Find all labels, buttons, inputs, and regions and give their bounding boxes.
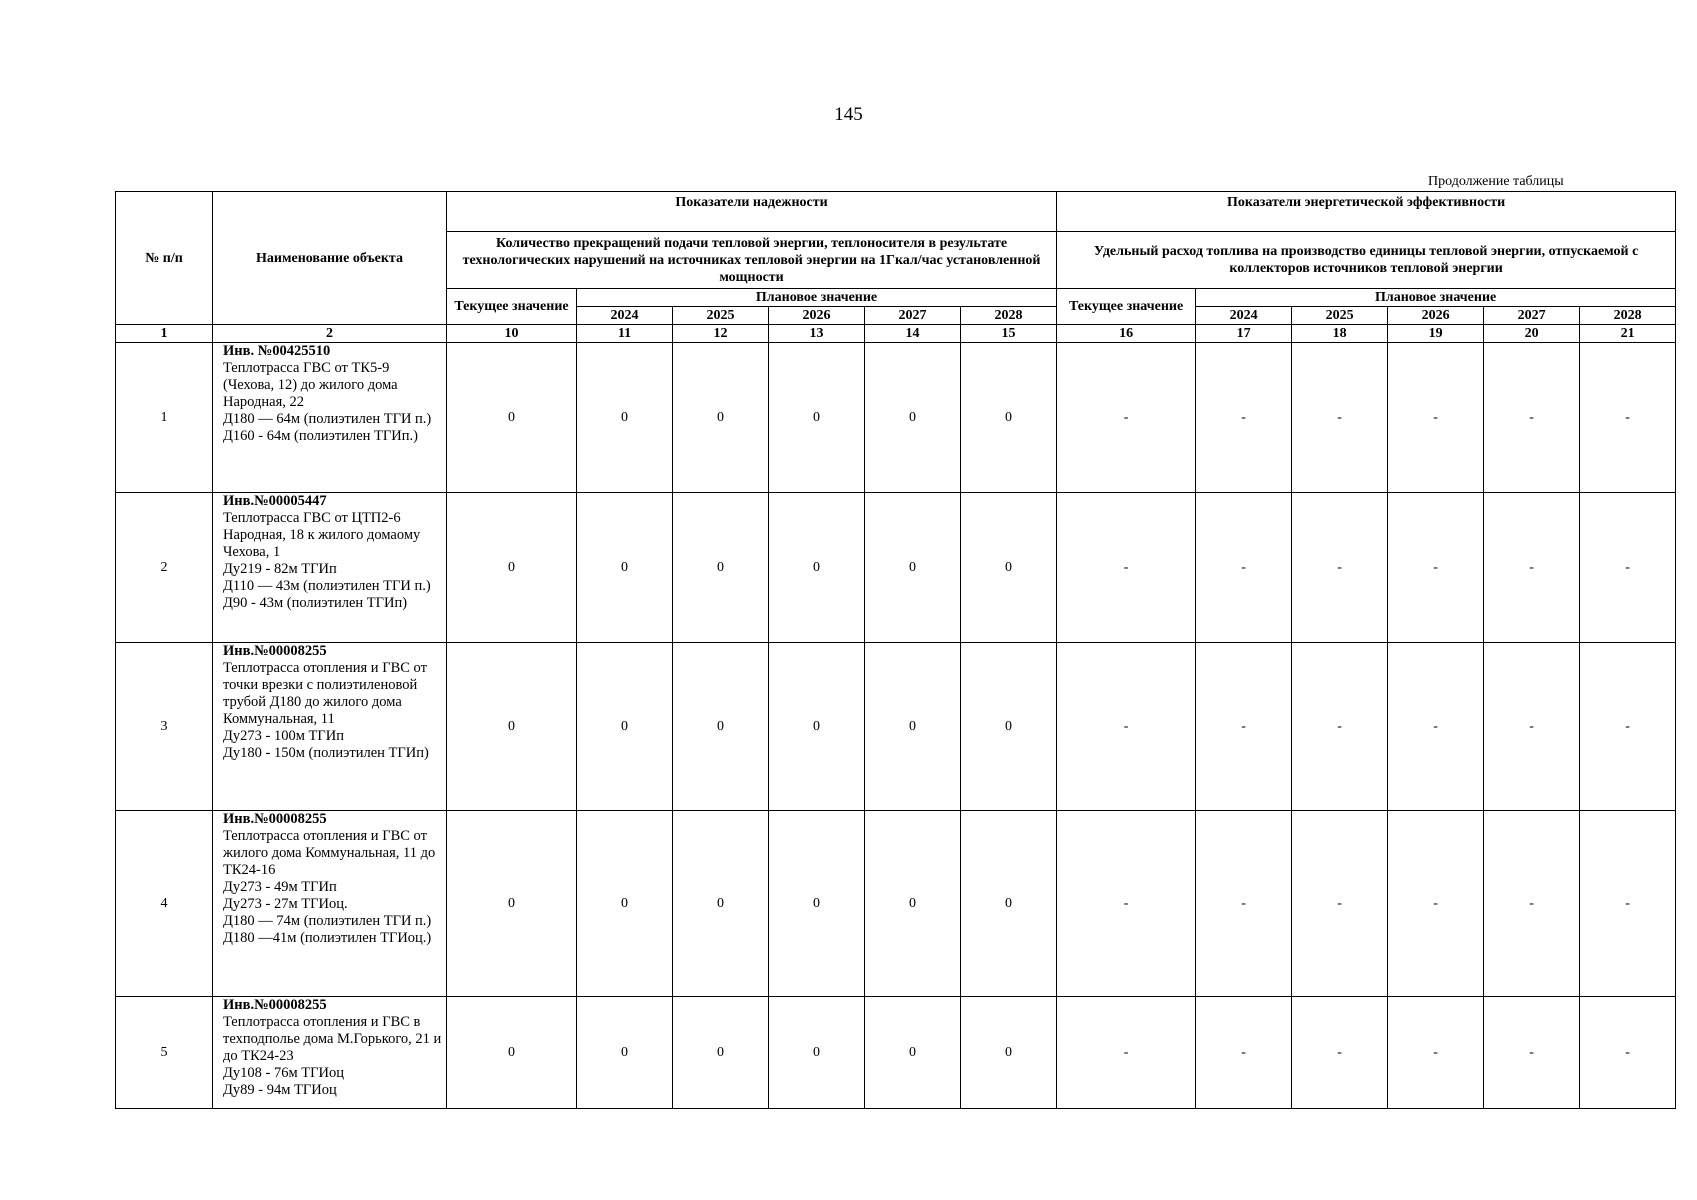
- table-body: [116, 343, 1676, 1109]
- value-cell: -: [1292, 811, 1388, 997]
- value-cell: 0: [961, 343, 1057, 493]
- value-cell: -: [1484, 643, 1580, 811]
- value-cell: 0: [673, 643, 769, 811]
- header-energy: Показатели энергетической эффективности: [1057, 192, 1676, 232]
- column-number: 1: [116, 325, 213, 343]
- value-cell: -: [1196, 811, 1292, 997]
- value-cell: 0: [673, 343, 769, 493]
- header-planned-energy: Плановое значение: [1196, 289, 1676, 307]
- value-cell: -: [1580, 811, 1676, 997]
- value-cell: 0: [865, 997, 961, 1109]
- column-number: 14: [865, 325, 961, 343]
- header-year: 2025: [673, 307, 769, 325]
- value-cell: 0: [447, 997, 577, 1109]
- value-cell: -: [1484, 343, 1580, 493]
- inventory-number: Инв. №00425510: [223, 343, 331, 359]
- value-cell: 0: [865, 811, 961, 997]
- header-year: 2028: [961, 307, 1057, 325]
- header-name: Наименование объекта: [213, 192, 447, 325]
- value-cell: 0: [961, 493, 1057, 643]
- value-cell: 0: [577, 643, 673, 811]
- value-cell: 0: [769, 997, 865, 1109]
- value-cell: 0: [769, 343, 865, 493]
- value-cell: 0: [865, 493, 961, 643]
- value-cell: -: [1057, 493, 1196, 643]
- table-row: [116, 643, 1676, 811]
- table-row: [116, 811, 1676, 997]
- header-year: 2027: [1484, 307, 1580, 325]
- row-number: 5: [116, 997, 213, 1109]
- value-cell: -: [1388, 811, 1484, 997]
- header-current-reliability: Текущее значение: [447, 289, 577, 325]
- object-description-line: Ду273 - 49м ТГИп: [223, 879, 337, 895]
- column-number: 2: [213, 325, 447, 343]
- value-cell: -: [1580, 343, 1676, 493]
- value-cell: 0: [865, 643, 961, 811]
- column-number: 11: [577, 325, 673, 343]
- value-cell: -: [1057, 343, 1196, 493]
- value-cell: -: [1388, 643, 1484, 811]
- object-description-line: Ду273 - 27м ТГИоц.: [223, 896, 348, 912]
- page-number: 145: [834, 104, 863, 125]
- value-cell: -: [1580, 493, 1676, 643]
- column-number: 18: [1292, 325, 1388, 343]
- value-cell: -: [1196, 997, 1292, 1109]
- value-cell: 0: [673, 493, 769, 643]
- value-cell: 0: [673, 997, 769, 1109]
- value-cell: 0: [447, 643, 577, 811]
- object-description-line: Ду108 - 76м ТГИоц: [223, 1065, 344, 1081]
- inventory-number: Инв.№00008255: [223, 643, 327, 659]
- column-number: 12: [673, 325, 769, 343]
- object-name-cell: [213, 643, 447, 811]
- value-cell: -: [1292, 997, 1388, 1109]
- value-cell: -: [1057, 811, 1196, 997]
- column-number: 19: [1388, 325, 1484, 343]
- value-cell: 0: [577, 811, 673, 997]
- value-cell: 0: [769, 643, 865, 811]
- value-cell: 0: [447, 343, 577, 493]
- object-description-line: Д90 - 43м (полиэтилен ТГИп): [223, 595, 408, 611]
- value-cell: -: [1057, 997, 1196, 1109]
- value-cell: -: [1484, 493, 1580, 643]
- column-number: 21: [1580, 325, 1676, 343]
- object-description-line: Д180 — 64м (полиэтилен ТГИ п.): [223, 411, 432, 427]
- value-cell: -: [1292, 343, 1388, 493]
- value-cell: -: [1196, 643, 1292, 811]
- value-cell: 0: [961, 643, 1057, 811]
- object-description-line: Теплотрасса отопления и ГВС в техподполье дома М.Горького, 21 и до ТК24-23: [223, 1014, 442, 1064]
- header-energy-desc: Удельный расход топлива на производство единицы тепловой энергии, отпускаемой с коллекторов источников тепловой энергии: [1057, 232, 1676, 289]
- table-row: [116, 493, 1676, 643]
- header-reliability: Показатели надежности: [447, 192, 1057, 232]
- value-cell: 0: [769, 493, 865, 643]
- value-cell: 0: [961, 997, 1057, 1109]
- object-name-cell: [213, 997, 447, 1109]
- value-cell: 0: [961, 811, 1057, 997]
- header-year: 2024: [1196, 307, 1292, 325]
- object-description-line: Ду219 - 82м ТГИп: [223, 561, 337, 577]
- row-number: 2: [116, 493, 213, 643]
- value-cell: 0: [577, 493, 673, 643]
- column-number: 13: [769, 325, 865, 343]
- row-number: 1: [116, 343, 213, 493]
- header-planned-reliability: Плановое значение: [577, 289, 1057, 307]
- value-cell: 0: [769, 811, 865, 997]
- header-year: 2027: [865, 307, 961, 325]
- value-cell: -: [1580, 997, 1676, 1109]
- value-cell: -: [1388, 493, 1484, 643]
- header-year: 2026: [1388, 307, 1484, 325]
- continuation-label: Продолжение таблицы: [1428, 174, 1564, 189]
- object-description-line: Теплотрасса отопления и ГВС от точки врезки с полиэтиленовой трубой Д180 до жилого дома Коммунальная, 11: [223, 660, 427, 727]
- column-number: 10: [447, 325, 577, 343]
- object-name-cell: [213, 343, 447, 493]
- object-description-line: Д110 — 43м (полиэтилен ТГИ п.): [223, 578, 431, 594]
- value-cell: -: [1388, 997, 1484, 1109]
- value-cell: 0: [865, 343, 961, 493]
- header-num: № п/п: [116, 192, 213, 325]
- inventory-number: Инв.№00008255: [223, 997, 327, 1013]
- object-description-line: Д180 — 74м (полиэтилен ТГИ п.): [223, 913, 432, 929]
- column-number: 20: [1484, 325, 1580, 343]
- object-description-line: Ду273 - 100м ТГИп: [223, 728, 344, 744]
- value-cell: -: [1196, 343, 1292, 493]
- object-name-cell: [213, 811, 447, 997]
- inventory-number: Инв.№00008255: [223, 811, 327, 827]
- object-description-line: Теплотрасса ГВС от ЦТП2-6 Народная, 18 к жилого домаому Чехова, 1: [223, 510, 421, 560]
- value-cell: -: [1484, 811, 1580, 997]
- header-reliability-desc: Количество прекращений подачи тепловой энергии, теплоносителя в результате технологических нарушений на источниках тепловой энергии на 1Гкал/час установленной мощности: [447, 232, 1057, 289]
- object-description-line: Теплотрасса отопления и ГВС от жилого дома Коммунальная, 11 до ТК24-16: [223, 828, 436, 878]
- object-description-line: Ду89 - 94м ТГИоц: [223, 1082, 337, 1098]
- row-number: 4: [116, 811, 213, 997]
- column-number: 16: [1057, 325, 1196, 343]
- object-name-cell: [213, 493, 447, 643]
- object-description-line: Теплотрасса ГВС от ТК5-9 (Чехова, 12) до жилого дома Народная, 22: [223, 360, 398, 410]
- header-year: 2024: [577, 307, 673, 325]
- value-cell: 0: [447, 811, 577, 997]
- value-cell: -: [1580, 643, 1676, 811]
- column-number: 17: [1196, 325, 1292, 343]
- header-year: 2025: [1292, 307, 1388, 325]
- table-row: [116, 343, 1676, 493]
- table-row: [116, 997, 1676, 1109]
- value-cell: -: [1057, 643, 1196, 811]
- value-cell: 0: [447, 493, 577, 643]
- header-year: 2028: [1580, 307, 1676, 325]
- value-cell: -: [1484, 997, 1580, 1109]
- column-number: 15: [961, 325, 1057, 343]
- value-cell: 0: [577, 997, 673, 1109]
- row-number: 3: [116, 643, 213, 811]
- inventory-number: Инв.№00005447: [223, 493, 327, 509]
- object-description-line: Д180 —41м (полиэтилен ТГИоц.): [223, 930, 432, 946]
- value-cell: -: [1196, 493, 1292, 643]
- value-cell: -: [1292, 493, 1388, 643]
- value-cell: -: [1292, 643, 1388, 811]
- value-cell: -: [1388, 343, 1484, 493]
- value-cell: 0: [673, 811, 769, 997]
- header-year: 2026: [769, 307, 865, 325]
- object-description-line: Ду180 - 150м (полиэтилен ТГИп): [223, 745, 429, 761]
- indicators-table: [115, 191, 1676, 1109]
- object-description-line: Д160 - 64м (полиэтилен ТГИп.): [223, 428, 418, 444]
- header-current-energy: Текущее значение: [1057, 289, 1196, 325]
- value-cell: 0: [577, 343, 673, 493]
